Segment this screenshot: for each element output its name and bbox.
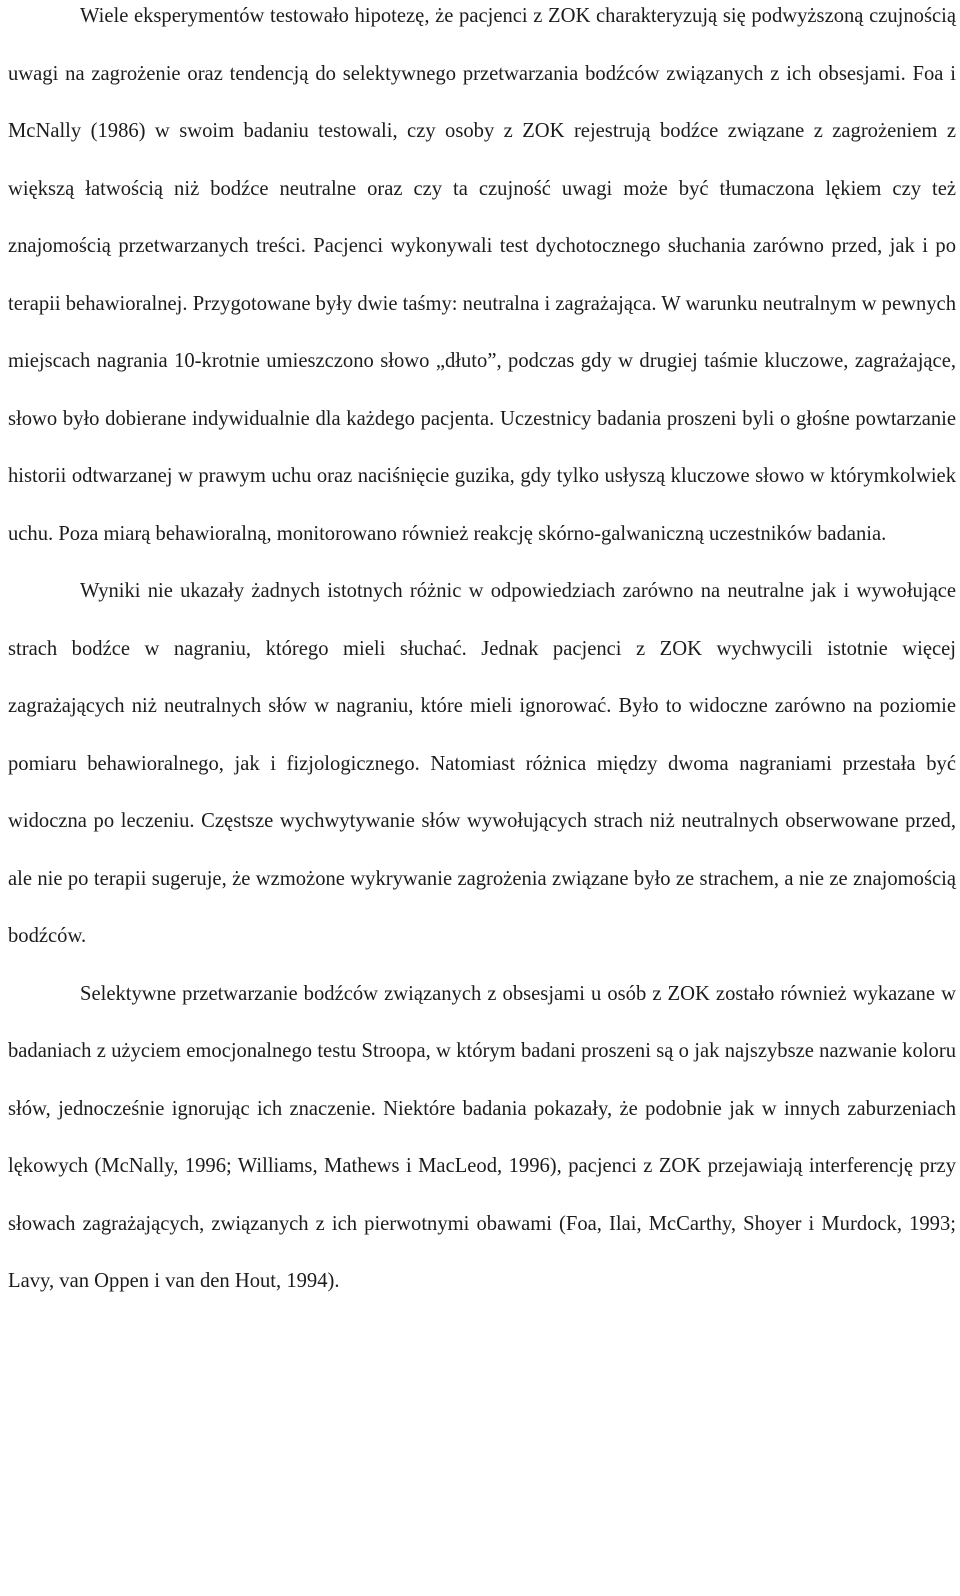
document-body <box>8 0 956 1311</box>
paragraph-3: Selektywne przetwarzanie bodźców związanych z obsesjami u osób z ZOK zostało również wykazane w badaniach z użyciem emocjonalnego testu Stroopa, w którym badani proszeni są o jak najszybsze nazwanie koloru słów, jednocześnie ignorując ich znaczenie. Niektóre badania pokazały, że podobnie jak w innych zaburzeniach lękowych (McNally, 1996; Williams, Mathews i MacLeod, 1996), pacjenci z ZOK przejawiają interferencję przy słowach zagrażających, związanych z ich pierwotnymi obawami (Foa, Ilai, McCarthy, Shoyer i Murdock, 1993; Lavy, van Oppen i van den Hout, 1994). <box>8 982 956 1292</box>
paragraph-1: Wiele eksperymentów testowało hipotezę, że pacjenci z ZOK charakteryzują się podwyższoną czujnością uwagi na zagrożenie oraz tendencją do selektywnego przetwarzania bodźców związanych z ich obsesjami. Foa i McNally (1986) w swoim badaniu testowali, czy osoby z ZOK rejestrują bodźce związane z zagrożeniem z większą łatwością niż bodźce neutralne oraz czy ta czujność uwagi może być tłumaczona lękiem czy też znajomością przetwarzanych treści. Pacjenci wykonywali test dychotocznego słuchania zarówno przed, jak i po terapii behawioralnej. Przygotowane były dwie taśmy: neutralna i zagrażająca. W warunku neutralnym w pewnych miejscach nagrania 10-krotnie umieszczono słowo „dłuto”, podczas gdy w drugiej taśmie kluczowe, zagrażające, słowo było dobierane indywidualnie dla każdego pacjenta. Uczestnicy badania proszeni byli o głośne powtarzanie historii odtwarzanej w prawym uchu oraz naciśnięcie guzika, gdy tylko usłyszą kluczowe słowo w którymkolwiek uchu. Poza miarą behawioralną, monitorowano również reakcję skórno-galwaniczną uczestników badania. <box>8 5 956 545</box>
paragraph-2: Wyniki nie ukazały żadnych istotnych różnic w odpowiedziach zarówno na neutralne jak i wywołujące strach bodźce w nagraniu, którego mieli słuchać. Jednak pacjenci z ZOK wychwycili istotnie więcej zagrażających niż neutralnych słów w nagraniu, które mieli ignorować. Było to widoczne zarówno na poziomie pomiaru behawioralnego, jak i fizjologicznego. Natomiast różnica między dwoma nagraniami przestała być widoczna po leczeniu. Częstsze wychwytywanie słów wywołujących strach niż neutralnych obserwowane przed, ale nie po terapii sugeruje, że wzmożone wykrywanie zagrożenia związane było ze strachem, a nie ze znajomością bodźców. <box>8 580 956 947</box>
